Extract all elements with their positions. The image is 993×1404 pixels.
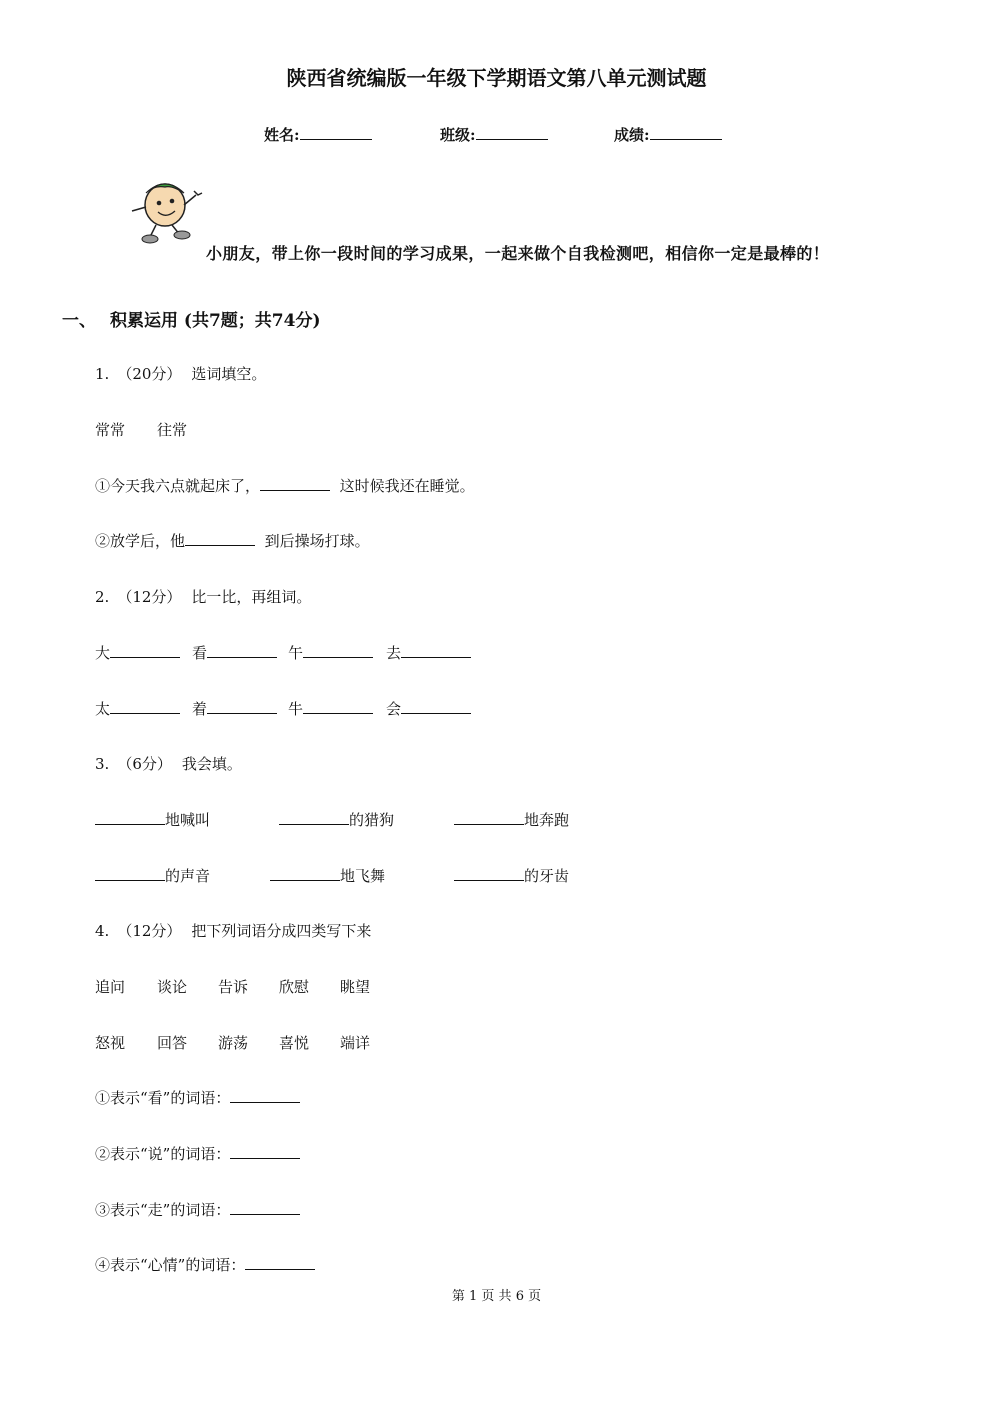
answer-blank[interactable] [401,699,471,714]
sentence-text: 到后操场打球。 [264,532,370,550]
greeting-text: 小朋友，带上你一段时间的学习成果，一起来做个自我检测吧，相信你一定是最棒的！ [206,244,830,263]
section-heading [62,306,321,331]
sentence-text: ①今天我六点就起床了， [95,477,261,495]
phrase: 的牙齿 [524,867,570,885]
word-item: 欣慰 [279,978,310,996]
char-pair [386,698,471,719]
question-text: 选词填空。 [191,365,267,383]
char: 大 [95,644,111,662]
question-1-header [95,363,266,384]
word-item: 眺望 [340,978,371,996]
category-label: ①表示“看”的词语： [95,1089,231,1107]
word-option: 往常 [157,421,188,439]
char: 牛 [288,700,304,718]
answer-blank[interactable] [303,699,373,714]
category-item [95,1254,315,1275]
answer-blank[interactable] [260,476,330,491]
question-score: （20分） [117,365,182,383]
answer-blank[interactable] [245,1255,315,1270]
answer-blank[interactable] [230,1144,300,1159]
page-footer: 第 1 页 共 6 页 [451,1289,542,1304]
answer-blank[interactable] [270,866,340,881]
fill-phrase [95,809,210,830]
class-blank[interactable] [476,125,548,140]
question-3-header [95,753,242,774]
question-text: 我会填。 [181,755,242,773]
answer-blank[interactable] [454,866,524,881]
word-item: 怒视 [95,1034,126,1052]
phrase: 的声音 [165,867,211,885]
char: 去 [386,644,402,662]
word-item: 追问 [95,978,126,996]
answer-blank[interactable] [207,643,277,658]
char-pair [386,642,471,663]
word-item: 端详 [340,1034,371,1052]
score-field [614,124,722,145]
word-item: 告诉 [218,978,249,996]
char-pair [192,698,277,719]
question-2-header [95,586,311,607]
fill-phrase [279,809,394,830]
char: 看 [192,644,208,662]
section-number: 一、 [62,311,96,331]
char: 会 [386,700,402,718]
name-field [264,124,372,145]
char-pair [95,642,180,663]
answer-blank[interactable] [230,1088,300,1103]
sentence-text: ②放学后，他 [95,532,186,550]
section-title: 积累运用 (共7题；共74分) [110,311,321,331]
char-pair [288,698,373,719]
sentence-text: 这时候我还在睡觉。 [339,477,475,495]
question-number: 1. [95,365,110,383]
cartoon-boy-icon [120,175,210,245]
score-label: 成绩: [614,126,650,144]
answer-blank[interactable] [95,810,165,825]
question-score: （12分） [117,922,182,940]
answer-blank[interactable] [95,866,165,881]
answer-blank[interactable] [401,643,471,658]
fill-phrase [270,865,385,886]
char-pair [192,642,277,663]
fill-phrase [454,809,569,830]
word-item: 喜悦 [279,1034,310,1052]
score-blank[interactable] [650,125,722,140]
class-label: 班级: [440,126,476,144]
phrase: 地喊叫 [165,811,211,829]
question-score: （6分） [117,755,172,773]
char: 太 [95,700,111,718]
phrase: 地奔跑 [524,811,570,829]
char-pair [288,642,373,663]
answer-blank[interactable] [110,699,180,714]
question-4-header [95,920,371,941]
phrase: 地飞舞 [340,867,386,885]
answer-blank[interactable] [454,810,524,825]
question-text: 比一比，再组词。 [191,588,312,606]
question-number: 4. [95,922,110,940]
category-item [95,1087,300,1108]
name-label: 姓名: [264,126,300,144]
category-label: ③表示“走”的词语： [95,1201,231,1219]
class-field [440,124,548,145]
answer-blank[interactable] [110,643,180,658]
answer-blank[interactable] [185,531,255,546]
word-item: 谈论 [157,978,188,996]
q1-sentence-1 [95,475,475,496]
page-title: 陕西省统编版一年级下学期语文第八单元测试题 [286,66,707,90]
word-option: 常常 [95,421,126,439]
question-text: 把下列词语分成四类写下来 [191,922,372,940]
word-item: 回答 [157,1034,188,1052]
answer-blank[interactable] [303,643,373,658]
category-label: ④表示“心情”的词语： [95,1256,246,1274]
answer-blank[interactable] [207,699,277,714]
question-number: 3. [95,755,110,773]
word-item: 游荡 [218,1034,249,1052]
fill-phrase [95,865,210,886]
name-blank[interactable] [300,125,372,140]
answer-blank[interactable] [230,1200,300,1215]
q1-sentence-2 [95,530,370,551]
char-pair [95,698,180,719]
fill-phrase [454,865,569,886]
question-score: （12分） [117,588,182,606]
category-item [95,1199,300,1220]
question-number: 2. [95,588,110,606]
char: 午 [288,644,304,662]
category-label: ②表示“说”的词语： [95,1145,231,1163]
category-item [95,1143,300,1164]
char: 着 [192,700,208,718]
phrase: 的猎狗 [349,811,395,829]
answer-blank[interactable] [279,810,349,825]
